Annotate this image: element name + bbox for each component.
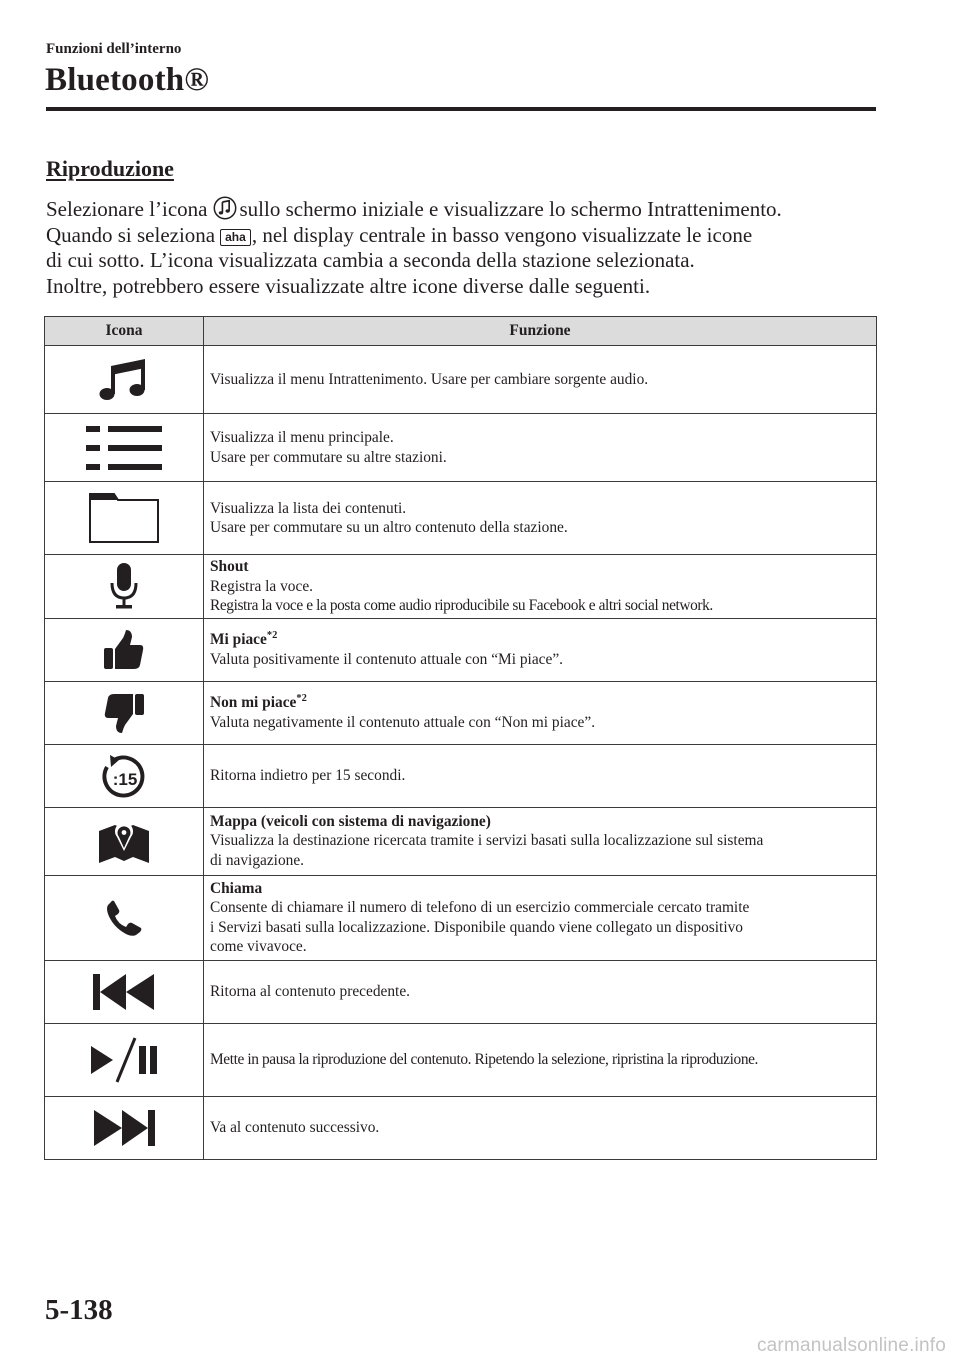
list-menu-icon [84, 424, 164, 472]
icon-cell [45, 1023, 204, 1096]
intro-line-1 [46, 196, 886, 223]
icon-cell [45, 807, 204, 875]
function-text: Usare per commutare su un altro contenuto della stazione. [210, 519, 568, 536]
footnote-ref: *2 [296, 693, 307, 704]
aha-badge: aha [220, 229, 251, 246]
function-text: Visualizza la destinazione ricercata tramite i servizi basati sulla localizzazione sul sistema [210, 832, 764, 850]
title-divider [46, 107, 876, 111]
function-text: di navigazione. [210, 851, 305, 869]
function-cell [204, 744, 877, 807]
function-cell [204, 482, 877, 555]
section-title: Bluetooth® [45, 62, 210, 98]
function-text: Valuta negativamente il contenuto attuale con “Non mi piace”. [210, 713, 596, 731]
function-text: Registra la voce e la posta come audio riproducibile su Facebook e altri social network. [210, 597, 713, 614]
microphone-icon [109, 562, 139, 610]
intro-line-4: Inoltre, potrebbero essere visualizzate altre icone diverse dalle seguenti. [46, 273, 651, 298]
table-row [45, 807, 877, 875]
function-text: Visualizza il menu principale. [210, 429, 394, 446]
icon-cell [45, 875, 204, 960]
function-cell [204, 414, 877, 482]
table-row [45, 681, 877, 744]
footnote-ref: *2 [266, 630, 278, 641]
function-text: Valuta positivamente il contenuto attuale con “Mi piace”. [210, 650, 564, 668]
table-row [45, 555, 877, 619]
play-pause-icon [89, 1036, 159, 1084]
table-row [45, 744, 877, 807]
function-title [210, 693, 871, 713]
map-pin-icon [97, 817, 151, 865]
intro-paragraph [46, 196, 886, 299]
entertainment-note-icon [212, 196, 238, 220]
rewind-15-icon [101, 753, 147, 799]
page-number: 5-138 [45, 1294, 113, 1326]
function-text: Registra la voce. [210, 577, 313, 595]
table-header-row [45, 317, 877, 346]
title-text: Non mi piace [210, 694, 297, 711]
icon-cell [45, 960, 204, 1023]
intro-text: , nel display centrale in basso vengono visualizzate le icone [251, 222, 753, 247]
thumbs-down-icon [103, 692, 145, 734]
table-row [45, 482, 877, 555]
previous-track-icon [92, 972, 156, 1012]
intro-line-2 [46, 223, 886, 249]
title-text: Mi piace [210, 631, 267, 648]
function-text: come vivavoce. [210, 938, 307, 955]
function-text: Visualizza il menu Intrattenimento. Usare per cambiare sorgente audio. [210, 370, 649, 388]
intro-text: sullo schermo iniziale e visualizzare lo schermo Intrattenimento. [239, 197, 782, 221]
function-cell [204, 1023, 877, 1096]
icon-cell [45, 618, 204, 681]
function-cell [204, 960, 877, 1023]
intro-text: Quando si seleziona [46, 222, 216, 247]
icon-cell [45, 346, 204, 414]
function-cell [204, 555, 877, 619]
table-row [45, 875, 877, 960]
folder-icon [87, 492, 161, 544]
function-text: Mette in pausa la riproduzione del contenuto. Ripetendo la selezione, ripristina la riproduzione. [210, 1050, 758, 1068]
rewind-seconds-label: :15 [112, 769, 138, 789]
icon-cell [45, 414, 204, 482]
function-cell [204, 807, 877, 875]
music-note-icon [94, 356, 154, 404]
icon-cell [45, 555, 204, 619]
function-text: Consente di chiamare il numero di telefono di un esercizio commerciale cercato tramite [210, 899, 750, 916]
function-text: Ritorna indietro per 15 secondi. [210, 766, 406, 784]
intro-line-3: di cui sotto. L’icona visualizzata cambia a seconda della stazione selezionata. [46, 248, 695, 272]
table-row [45, 618, 877, 681]
function-title [210, 630, 871, 650]
function-cell [204, 1096, 877, 1159]
icon-function-table [44, 316, 877, 1160]
icon-cell [45, 1096, 204, 1159]
table-row [45, 346, 877, 414]
function-title: Mappa (veicoli con sistema di navigazione) [210, 812, 491, 830]
header-function: Funzione [204, 317, 877, 346]
icon-cell [45, 744, 204, 807]
function-title: Shout [210, 558, 249, 575]
function-text: i Servizi basati sulla localizzazione. Disponibile quando viene collegato un dispositivo [210, 918, 743, 936]
function-text: Visualizza la lista dei contenuti. [210, 499, 407, 517]
icon-cell [45, 681, 204, 744]
next-track-icon [92, 1108, 156, 1148]
function-title: Chiama [210, 879, 263, 897]
function-cell [204, 875, 877, 960]
function-text: Ritorna al contenuto precedente. [210, 982, 410, 1000]
subheading: Riproduzione [46, 156, 174, 181]
function-text: Va al contenuto successivo. [210, 1118, 380, 1136]
table-row [45, 1023, 877, 1096]
function-cell [204, 618, 877, 681]
phone-icon [105, 899, 143, 937]
thumbs-up-icon [103, 629, 145, 671]
intro-text: Selezionare l’icona [46, 197, 208, 221]
section-kicker: Funzioni dell’interno [46, 41, 182, 57]
header-icon: Icona [45, 317, 204, 346]
table-row [45, 414, 877, 482]
table-row [45, 1096, 877, 1159]
function-text: Usare per commutare su altre stazioni. [210, 448, 447, 466]
icon-cell [45, 482, 204, 555]
table-row [45, 960, 877, 1023]
function-cell [204, 346, 877, 414]
function-cell [204, 681, 877, 744]
watermark: carmanualsonline.info [756, 1335, 946, 1356]
